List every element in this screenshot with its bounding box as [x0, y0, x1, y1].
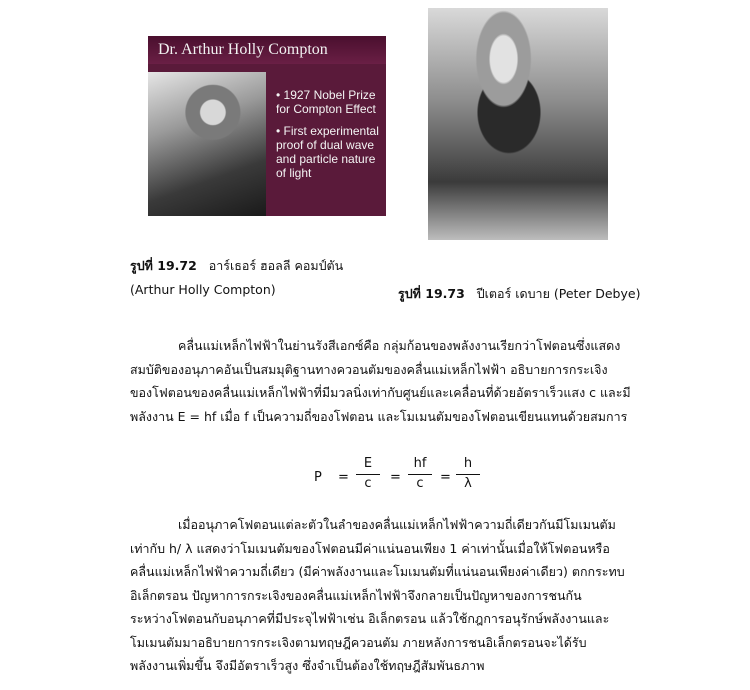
paragraph-line: สมบัติของอนุภาคอันเป็นสมมุติฐานทางควอนตัมของคลื่นแม่เหล็กไฟฟ้า อธิบายการกระเจิง — [130, 361, 608, 377]
slide-bullet-proof: • First experimental proof of dual wave and particle nature of light — [276, 124, 379, 180]
formula-equals: = — [440, 470, 451, 485]
paragraph-line: โมเมนตัมมาอธิบายการกระเจิงตามทฤษฎีควอนตัม ภายหลังการชนอิเล็กตรอนจะได้รับ — [130, 634, 587, 650]
paragraph-compton-scattering — [130, 513, 660, 678]
caption-fig-19-72-label: รูปที่ 19.72 — [130, 258, 197, 273]
caption-fig-19-73 — [398, 284, 640, 304]
slide-bullets — [276, 88, 384, 188]
formula-equals: = — [390, 470, 401, 485]
paragraph-line: อิเล็กตรอน ปัญหาการกระเจิงของคลื่นแม่เหล็กไฟฟ้าจึงกลายเป็นปัญหาของการชนกัน — [130, 587, 582, 603]
paragraph-line: เท่ากับ h/ λ แสดงว่าโมเมนตัมของโฟตอนมีค่าแน่นอนเพียง 1 ค่าเท่านั้นเมื่อให้โฟตอนหรือ — [130, 540, 610, 556]
compton-slide-figure — [148, 36, 386, 216]
caption-fig-19-73-text: ปีเตอร์ เดบาย (Peter Debye) — [476, 286, 641, 301]
caption-fig-19-72 — [130, 256, 343, 276]
paragraph-line: พลังงานเพิ่มขึ้น จึงมีอัตราเร็วสูง ซึ่งจำเป็นต้องใช้ทฤษฎีสัมพันธภาพ — [130, 658, 485, 673]
formula-equals: = — [338, 470, 349, 485]
paragraph-line: คลื่นแม่เหล็กไฟฟ้าความถี่เดียว (มีค่าพลังงานและโมเมนตัมที่แน่นอนเพียงค่าเดียว) ตกกระทบ — [130, 564, 625, 579]
formula-lhs: P — [314, 470, 322, 485]
caption-fig-19-72-thai: อาร์เธอร์ ฮอลลี คอมป์ตัน — [208, 258, 344, 273]
paragraph-line: ระหว่างโฟตอนกับอนุภาคที่มีประจุไฟฟ้าเช่น อิเล็กตรอน แล้วใช้กฎการอนุรักษ์พลังงานและ — [130, 611, 610, 626]
momentum-formula — [312, 456, 482, 500]
paragraph-line: พลังงาน E = hf เมื่อ f เป็นความถี่ของโฟตอน และโมเมนตัมของโฟตอนเขียนแทนด้วยสมการ — [130, 408, 628, 424]
caption-fig-19-73-label: รูปที่ 19.73 — [398, 286, 465, 301]
debye-photo — [428, 8, 608, 240]
formula-fraction-h-over-lambda: $\frac{h}{\lambda}$ — [456, 456, 480, 493]
caption-fig-19-72-english: (Arthur Holly Compton) — [130, 282, 276, 297]
formula-fraction-hf-over-c: $\frac{hf}{c}$ — [408, 456, 432, 493]
compton-photo — [148, 72, 266, 216]
paragraph-photon-momentum — [130, 334, 660, 428]
paragraph-line: ของโฟตอนของคลื่นแม่เหล็กไฟฟ้าที่มีมวลนิ่งเท่ากับศูนย์และเคลื่อนที่ด้วยอัตราเร็วแสง c และมี — [130, 385, 631, 400]
slide-bullet-nobel: • 1927 Nobel Prize for Compton Effect — [276, 88, 376, 116]
slide-title: Dr. Arthur Holly Compton — [148, 36, 386, 64]
paragraph-line: เมื่ออนุภาคโฟตอนแต่ละตัวในลำของคลื่นแม่เหล็กไฟฟ้าความถี่เดียวกันมีโมเมนตัม — [178, 517, 616, 532]
formula-fraction-e-over-c: $\frac{E}{c}$ — [356, 456, 380, 493]
paragraph-line: คลื่นแม่เหล็กไฟฟ้าในย่านรังสีเอกซ์คือ กลุ่มก้อนของพลังงานเรียกว่าโฟตอนซึ่งแสดง — [178, 338, 621, 353]
